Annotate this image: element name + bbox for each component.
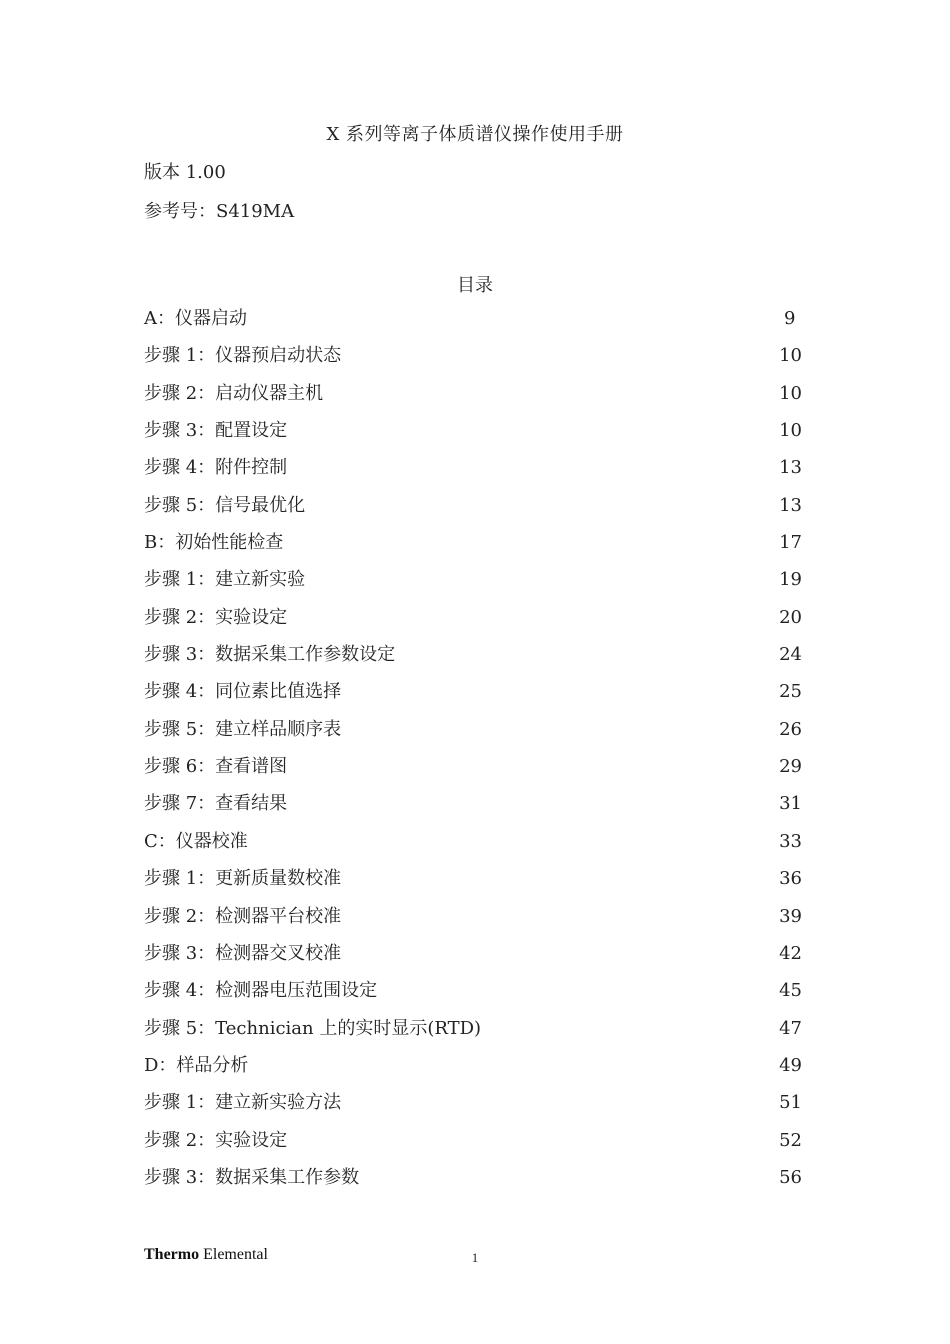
toc-entry-page: 20 xyxy=(779,606,802,628)
toc-entry[interactable] xyxy=(144,1055,802,1092)
toc-entry[interactable] xyxy=(144,719,802,756)
toc-heading: 目录 xyxy=(457,275,493,296)
footer-brand-rest: Elemental xyxy=(199,1246,268,1263)
toc-entry-label: 步骤 2：实验设定 xyxy=(144,606,288,628)
toc-entry-page: 24 xyxy=(779,644,802,666)
toc-entry-label: 步骤 3：配置设定 xyxy=(144,420,288,442)
reference-number-line: 参考号：S419MA xyxy=(144,201,295,222)
toc-entry-page: 47 xyxy=(779,1017,802,1039)
footer-brand-bold: Thermo xyxy=(144,1246,200,1263)
toc-entry[interactable] xyxy=(144,906,802,943)
toc-entry[interactable] xyxy=(144,607,802,644)
toc-entry-page: 52 xyxy=(779,1129,802,1151)
toc-entry-label: 步骤 2：实验设定 xyxy=(144,1129,288,1151)
toc-entry[interactable] xyxy=(144,1167,802,1204)
toc-entry-page: 13 xyxy=(779,457,802,479)
toc-entry-label: 步骤 1：更新质量数校准 xyxy=(144,868,342,890)
toc-entry-label: 步骤 1：建立新实验 xyxy=(144,569,306,591)
toc-entry[interactable] xyxy=(144,980,802,1017)
toc-entry-label: 步骤 3：数据采集工作参数设定 xyxy=(144,644,396,666)
toc-entry-label: 步骤 5：Technician 上的实时显示(RTD) xyxy=(144,1017,482,1039)
toc-entry[interactable] xyxy=(144,495,802,532)
toc-entry[interactable] xyxy=(144,943,802,980)
toc-entry-page: 45 xyxy=(779,980,802,1002)
toc-entry-page: 49 xyxy=(779,1054,802,1076)
toc-entry[interactable] xyxy=(144,1018,802,1055)
toc-entry-page: 17 xyxy=(779,532,802,554)
toc-entry-label: C：仪器校准 xyxy=(144,830,248,852)
toc-entry[interactable] xyxy=(144,681,802,718)
toc-entry-page: 19 xyxy=(779,569,802,591)
toc-entry-page: 33 xyxy=(779,830,802,852)
toc-entry-page: 25 xyxy=(779,681,802,703)
document-title: X 系列等离子体质谱仪操作使用手册 xyxy=(326,124,624,145)
toc-entry-page: 10 xyxy=(779,420,802,442)
toc-entry-label: 步骤 5：信号最优化 xyxy=(144,494,306,516)
toc-entry-label: B：初始性能检查 xyxy=(144,532,284,554)
toc-entry-label: 步骤 2：检测器平台校准 xyxy=(144,905,342,927)
toc-entry[interactable] xyxy=(144,644,802,681)
toc-entry[interactable] xyxy=(144,383,802,420)
toc-entry-label: 步骤 4：附件控制 xyxy=(144,457,288,479)
toc-entry-page: 10 xyxy=(779,382,802,404)
toc-entry-page: 51 xyxy=(779,1092,802,1114)
toc-entry[interactable] xyxy=(144,756,802,793)
toc-entry-page: 39 xyxy=(779,905,802,927)
toc-entry-label: D：样品分析 xyxy=(144,1054,249,1076)
toc-entry-page: 13 xyxy=(779,494,802,516)
toc-entry-label: 步骤 4：检测器电压范围设定 xyxy=(144,980,378,1002)
toc-entry-page: 29 xyxy=(779,756,802,778)
toc-entry-label: 步骤 6：查看谱图 xyxy=(144,756,288,778)
table-of-contents xyxy=(144,308,802,1204)
toc-entry[interactable] xyxy=(144,569,802,606)
toc-entry-page: 42 xyxy=(779,942,802,964)
toc-entry-label: 步骤 3：数据采集工作参数 xyxy=(144,1166,360,1188)
toc-entry-page: 36 xyxy=(779,868,802,890)
toc-entry-label: A：仪器启动 xyxy=(144,308,247,329)
toc-entry[interactable] xyxy=(144,1092,802,1129)
toc-entry[interactable] xyxy=(144,793,802,830)
toc-entry[interactable] xyxy=(144,420,802,457)
toc-entry-page: 56 xyxy=(779,1166,802,1188)
toc-entry[interactable] xyxy=(144,457,802,494)
toc-entry-label: 步骤 4：同位素比值选择 xyxy=(144,681,342,703)
toc-entry-label: 步骤 1：建立新实验方法 xyxy=(144,1092,342,1114)
toc-entry-label: 步骤 2：启动仪器主机 xyxy=(144,382,324,404)
toc-entry-page: 26 xyxy=(779,718,802,740)
toc-entry-label: 步骤 5：建立样品顺序表 xyxy=(144,718,342,740)
toc-entry-page: 31 xyxy=(779,793,802,815)
toc-entry-page: 9 xyxy=(784,308,796,329)
toc-entry[interactable] xyxy=(144,532,802,569)
toc-entry[interactable] xyxy=(144,345,802,382)
version-line: 版本 1.00 xyxy=(144,162,226,183)
toc-entry[interactable] xyxy=(144,1130,802,1167)
toc-entry[interactable] xyxy=(144,831,802,868)
toc-entry-label: 步骤 7：查看结果 xyxy=(144,793,288,815)
toc-entry[interactable] xyxy=(144,868,802,905)
toc-entry-label: 步骤 1：仪器预启动状态 xyxy=(144,345,342,367)
toc-entry-label: 步骤 3：检测器交叉校准 xyxy=(144,942,342,964)
toc-entry[interactable] xyxy=(144,308,802,345)
page-number: 1 xyxy=(471,1250,479,1265)
toc-entry-page: 10 xyxy=(779,345,802,367)
